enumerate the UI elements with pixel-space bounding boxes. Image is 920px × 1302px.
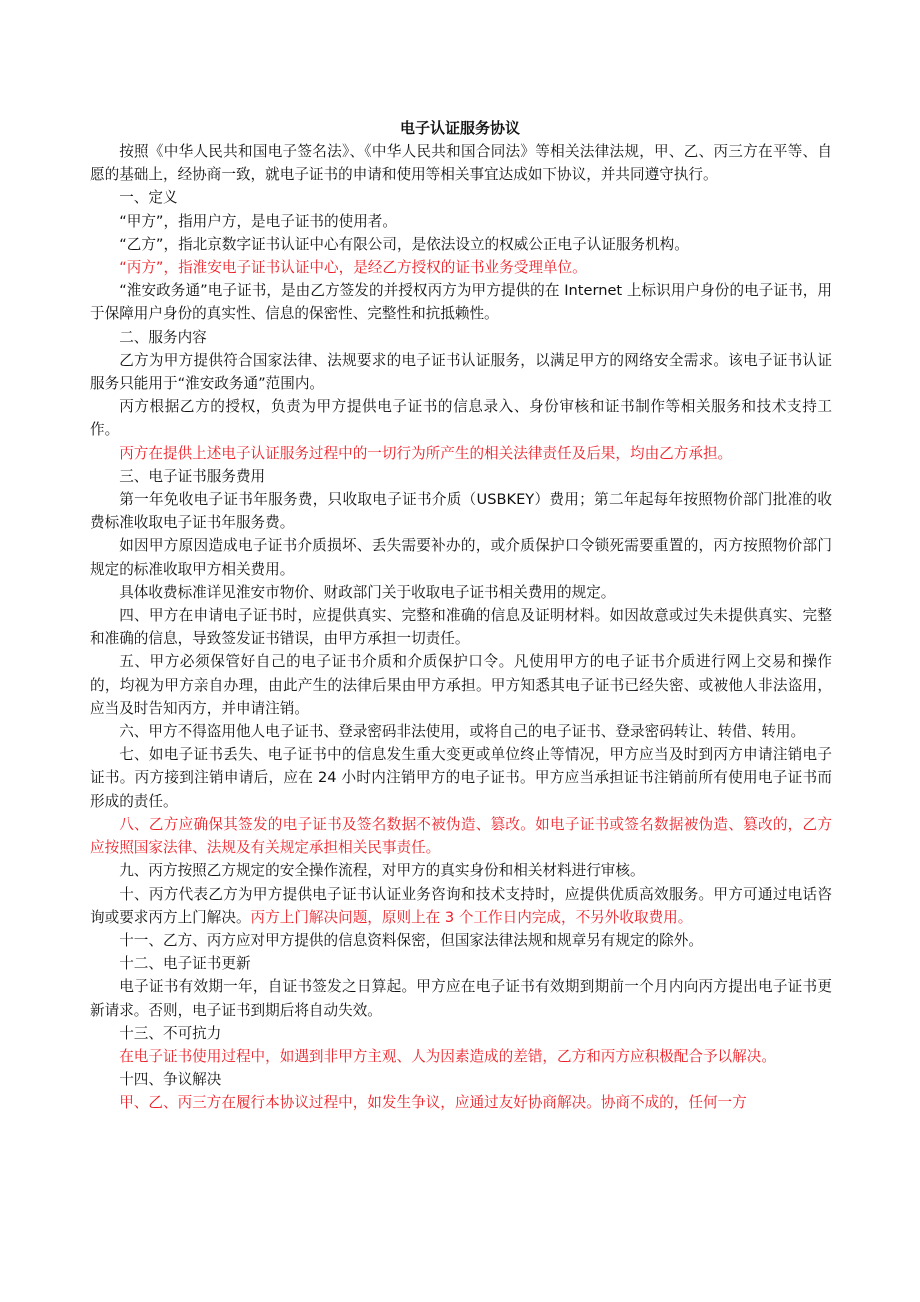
renewal-paragraph: 电子证书有效期一年，自证书签发之日算起。甲方应在电子证书有效期到期前一个月内向丙方提出电子证书更新请求。否则，电子证书到期后将自动失效。 [90,978,832,1019]
clause-8: 八、乙方应确保其签发的电子证书及签名数据不被伪造、篡改。如电子证书或签名数据被伪造、篡改的，乙方应按照国家法律、法规及有关规定承担相关民事责任。 [90,815,832,857]
service-paragraph-3: 丙方在提供上述电子认证服务过程中的一切行为所产生的相关法律责任及后果，均由乙方承担。 [119,444,733,462]
clause-7: 七、如电子证书丢失、电子证书中的信息发生重大变更或单位终止等情况，甲方应当及时到丙方申请注销电子证书。丙方接到注销申请后，应在 24 小时内注销甲方的电子证书。甲方应当承担证书注销前所有使用电子证书而形成的责任。 [90,746,832,810]
definition-certificate: “淮安政务通”电子证书，是由乙方签发的并授权丙方为甲方提供的在 Internet 上标识用户身份的电子证书，用于保障用户身份的真实性、信息的保密性、完整性和抗抵赖性。 [90,282,832,323]
section-heading-definitions: 一、定义 [119,189,178,207]
section-heading-dispute: 十四、争议解决 [119,1071,222,1089]
document-title: 电子认证服务协议 [399,119,520,137]
fees-paragraph-1: 第一年免收电子证书年服务费，只收取电子证书介质（USBKEY）费用；第二年起每年按照物价部门批准的收费标准收取电子证书年服务费。 [90,491,832,532]
clause-10 [90,883,832,929]
clause-6: 六、甲方不得盗用他人电子证书、登录密码非法使用，或将自己的电子证书、登录密码转让、转借、转用。 [119,723,806,741]
clause-5: 五、甲方必须保管好自己的电子证书介质和介质保护口令。凡使用甲方的电子证书介质进行网上交易和操作的，均视为甲方亲自办理，由此产生的法律后果由甲方承担。甲方知悉其电子证书已经失密、或被他人非法盗用，应当及时告知丙方，并申请注销。 [90,653,832,717]
clause-11: 十一、乙方、丙方应对甲方提供的信息资料保密，但国家法律法规和规章另有规定的除外。 [119,931,703,949]
section-heading-fees: 三、电子证书服务费用 [119,467,266,485]
section-heading-force-majeure: 十三、不可抗力 [119,1024,222,1042]
definition-party-c: “丙方”，指淮安电子证书认证中心，是经乙方授权的证书业务受理单位。 [119,259,587,277]
fees-paragraph-2: 如因甲方原因造成电子证书介质损坏、丢失需要补办的，或介质保护口令锁死需要重置的，丙方按照物价部门规定的标准收取甲方相关费用。 [90,537,832,578]
clause-4: 四、甲方在申请电子证书时，应提供真实、完整和准确的信息及证明材料。如因故意或过失未提供真实、完整和准确的信息，导致签发证书错误，由甲方承担一切责任。 [90,607,832,648]
section-heading-renewal: 十二、电子证书更新 [119,955,251,973]
section-heading-service: 二、服务内容 [119,328,207,346]
definition-party-b: “乙方”，指北京数字证书认证中心有限公司，是依法设立的权威公正电子认证服务机构。 [119,235,689,253]
force-majeure-paragraph: 在电子证书使用过程中，如遇到非甲方主观、人为因素造成的差错，乙方和丙方应积极配合予以解决。 [119,1047,776,1065]
dispute-paragraph: 甲、乙、丙三方在履行本协议过程中，如发生争议，应通过友好协商解决。协商不成的，任何一方 [119,1094,747,1112]
clause-9: 九、丙方按照乙方规定的安全操作流程，对甲方的真实身份和相关材料进行审核。 [119,862,645,880]
service-paragraph-1: 乙方为甲方提供符合国家法律、法规要求的电子证书认证服务，以满足甲方的网络安全需求。该电子证书认证服务只能用于“淮安政务通”范围内。 [90,351,832,393]
document-body [90,140,832,1115]
clause-10-text: 十、丙方代表乙方为甲方提供电子证书认证业务咨询和技术支持时，应提供优质高效服务。甲方可通过电话咨询或要求丙方上门解决。 [90,885,832,926]
definition-party-a: “甲方”，指用户方，是电子证书的使用者。 [119,212,397,230]
service-paragraph-2: 丙方根据乙方的授权，负责为甲方提供电子证书的信息录入、身份审核和证书制作等相关服务和技术支持工作。 [90,398,832,439]
intro-paragraph: 按照《中华人民共和国电子签名法》、《中华人民共和国合同法》等相关法律法规，甲、乙、丙三方在平等、自愿的基础上，经协商一致，就电子证书的申请和使用等相关事宜达成如下协议，并共同遵守执行。 [90,143,832,184]
fees-paragraph-3: 具体收费标准详见淮安市物价、财政部门关于收取电子证书相关费用的规定。 [119,583,616,601]
clause-10-highlight: 丙方上门解决问题，原则上在 3 个工作日内完成，不另外收取费用。 [250,908,693,926]
